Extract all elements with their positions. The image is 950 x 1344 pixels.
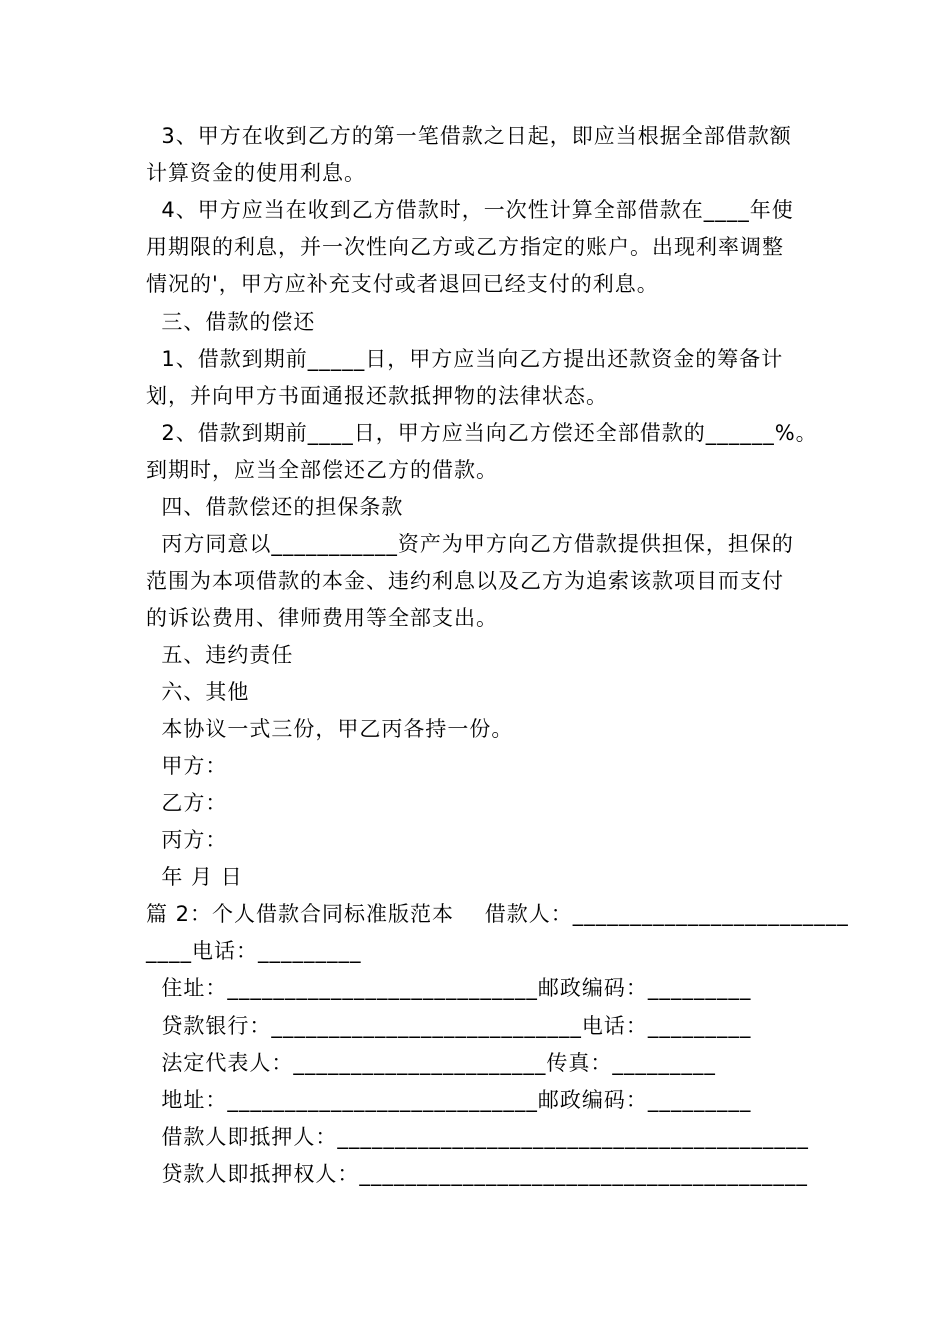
text-line: 4、甲方应当在收到乙方借款时，一次性计算全部借款在____年使 (146, 198, 794, 222)
form-line: 住址：___________________________邮政编码：_________ (146, 976, 752, 1000)
form-line: 贷款银行：___________________________电话：_________ (146, 1014, 752, 1038)
text-line: 丙方同意以___________资产为甲方向乙方借款提供担保，担保的 (146, 532, 794, 556)
text-line: 计算资金的使用利息。 (146, 161, 366, 185)
form-line: 贷款人即抵押权人：_______________________________________ (146, 1162, 808, 1186)
signature-line: 丙方： (146, 828, 228, 852)
date-line: 年 月 日 (146, 865, 243, 889)
text-line: 篇 2：个人借款合同标准版范本 借款人：________________________ (146, 902, 849, 926)
form-line: 地址：___________________________邮政编码：_________ (146, 1088, 752, 1112)
text-line: 情况的'，甲方应补充支付或者退回已经支付的利息。 (146, 272, 659, 296)
section-heading: 四、借款偿还的担保条款 (146, 495, 404, 519)
text-line: 范围为本项借款的本金、违约利息以及乙方为追索该款项目而支付 (146, 569, 784, 593)
section-heading: 三、借款的偿还 (146, 310, 316, 334)
text-line: 2、借款到期前____日，甲方应当向乙方偿还全部借款的______%。 (146, 421, 818, 445)
section-heading: 五、违约责任 (146, 643, 294, 667)
text-line: 本协议一式三份，甲乙丙各持一份。 (146, 717, 514, 741)
text-line: 划，并向甲方书面通报还款抵押物的法律状态。 (146, 384, 608, 408)
text-line: 1、借款到期前_____日，甲方应当向乙方提出还款资金的筹备计 (146, 347, 784, 371)
signature-line: 乙方： (146, 791, 228, 815)
text-line: 用期限的利息，并一次性向乙方或乙方指定的账户。出现利率调整 (146, 235, 784, 259)
text-line: ____电话：_________ (146, 939, 362, 963)
text-line: 到期时，应当全部偿还乙方的借款。 (146, 458, 498, 482)
signature-line: 甲方： (146, 754, 228, 778)
text-line: 3、甲方在收到乙方的第一笔借款之日起，即应当根据全部借款额 (146, 124, 792, 148)
form-line: 法定代表人：______________________传真：_________ (146, 1051, 716, 1075)
text-line: 的诉讼费用、律师费用等全部支出。 (146, 606, 498, 630)
form-line: 借款人即抵押人：_________________________________________ (146, 1125, 809, 1149)
section-heading: 六、其他 (146, 680, 250, 704)
